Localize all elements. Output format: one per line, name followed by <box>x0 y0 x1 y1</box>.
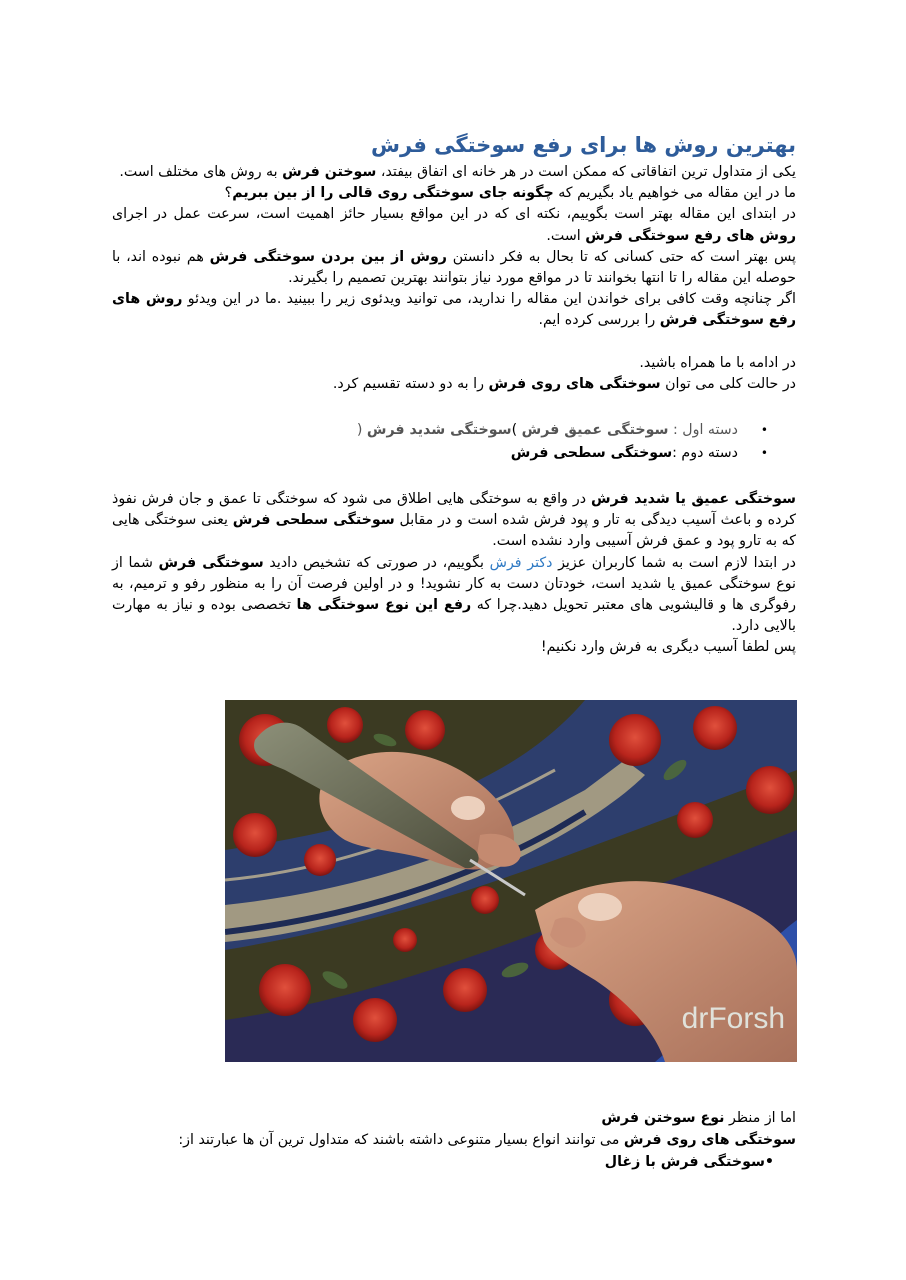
text: بگوییم، در صورتی که تشخیص دادید <box>263 554 490 571</box>
follow-paragraph-1: در ادامه با ما همراه باشید. <box>639 354 796 371</box>
text: را به دو دسته تقسیم کرد. <box>332 375 489 392</box>
text: ؟ <box>224 185 233 202</box>
text: اگر چنانچه وقت کافی برای خواندن این مقاله را ندارید، می توانید ویدئوی زیر را ببینید .ما در این ویدئو <box>182 291 797 308</box>
bold-phrase: نوع سوختن فرش <box>601 1110 725 1126</box>
intro-paragraph-4 <box>112 247 796 289</box>
category-item-1 <box>112 419 796 442</box>
article-body <box>112 128 796 659</box>
bold-phrase: روش از بین بردن سوختگی فرش <box>209 248 447 265</box>
text: در ابتدا لازم است به شما کاربران عزیز <box>552 554 796 571</box>
category-list <box>112 419 796 465</box>
deep-paragraph-2 <box>112 553 796 638</box>
types-heading <box>112 1107 796 1129</box>
spacer <box>112 395 796 419</box>
bold-phrase: سوختگی عمیق فرش <box>521 422 669 439</box>
intro-paragraph-5 <box>112 289 796 331</box>
article-title: بهترین روش ها برای رفع سوختگی فرش <box>371 133 796 157</box>
bold-phrase: سوختن فرش <box>282 164 377 180</box>
text: اما از منظر <box>724 1110 796 1126</box>
text: ما در این مقاله می خواهیم یاد بگیریم که <box>553 185 796 202</box>
intro-paragraph-2 <box>112 183 796 204</box>
spacer <box>112 332 796 353</box>
bullet-icon: • <box>760 446 768 461</box>
category-item-2 <box>112 442 796 465</box>
carpet-repair-illustration <box>225 700 797 1062</box>
bold-phrase: سوختگی های روی فرش <box>623 1132 796 1148</box>
bullet-icon: • <box>764 1154 774 1170</box>
spacer <box>112 465 796 489</box>
category-label: دسته دوم : <box>672 445 738 462</box>
follow-paragraph-2 <box>112 374 796 395</box>
bold-phrase: سوختگی فرش <box>158 554 264 571</box>
category-label: دسته اول : <box>668 422 738 439</box>
dr-forsh-link[interactable]: دکتر فرش <box>489 554 553 571</box>
bold-phrase: روش های رفع سوختگی فرش <box>112 291 796 329</box>
text: است. <box>546 227 586 244</box>
bullet-icon: • <box>760 423 768 438</box>
text: به روش های مختلف است. <box>119 164 283 180</box>
text: ) <box>511 422 522 439</box>
carpet-repair-photo <box>225 700 797 1062</box>
bold-phrase: سوختگی های روی فرش <box>488 375 661 392</box>
text: هم نبوده اند، با حوصله این مقاله را تا انتها بخوانند تا در مواقع مورد نیاز بتوانند بهترین تصمیم را بگیرند. <box>112 248 796 287</box>
bold-phrase: سوختگی عمیق یا شدید فرش <box>591 491 796 508</box>
types-intro <box>112 1129 796 1151</box>
text: در واقع به سوختگی هایی اطلاق می شود که سوختگی تا عمق و جان فرش نفوذ کرده و باعث آسیب دیدگی به تار و پود فرش شده است و در مقابل <box>112 491 797 529</box>
types-item-1 <box>112 1151 796 1173</box>
bold-phrase: سوختگی سطحی فرش <box>232 512 395 529</box>
bold-phrase: سوختگی سطحی فرش <box>510 445 673 462</box>
bold-phrase: سوختگی فرش با زغال <box>604 1154 765 1170</box>
text: پس بهتر است که حتی کسانی که تا بحال به فکر دانستن <box>446 248 796 265</box>
bold-phrase: چگونه جای سوختگی روی قالی را از بین ببریم <box>232 185 554 202</box>
types-section <box>112 1107 796 1173</box>
intro-paragraph-1 <box>112 162 796 183</box>
bold-phrase: سوختگی شدید فرش <box>366 422 512 439</box>
text: را بررسی کرده ایم. <box>538 312 660 329</box>
text: می توانند انواع بسیار متنوعی داشته باشند که متداول ترین آن ها عبارتند از: <box>178 1132 624 1148</box>
text: در ابتدای این مقاله بهتر است بگوییم، نکته ای که در این مواقع بسیار حائز اهمیت است، سرعت عمل در اجرای <box>112 206 796 223</box>
text: شما از نوع سوختگی عمیق یا شدید است، خودتان دست به کار نشوید! و در اولین فرصت آن را به منظور رفو و ترمیم، به رفوگری ها و قالیشویی های معتبر تحویل دهید.چرا که <box>112 554 796 614</box>
text: در حالت کلی می توان <box>660 375 796 392</box>
text: یعنی سوختگی هایی که به تارو پود و عمق فرش آسیبی وارد نشده است. <box>112 512 796 550</box>
watermark-logo: drForsh <box>681 1002 785 1035</box>
text: ( <box>356 422 367 439</box>
bold-phrase: روش های رفع سوختگی فرش <box>585 227 796 244</box>
deep-paragraph-1 <box>112 489 796 553</box>
bold-phrase: رفع این نوع سوختگی ها <box>296 597 472 614</box>
text: تخصصی بوده و نیاز به مهارت بالایی دارد. <box>112 597 796 635</box>
text: یکی از متداول ترین اتفاقاتی که ممکن است در هر خانه ای اتفاق بیفتد، <box>376 164 796 180</box>
deep-paragraph-3: پس لطفا آسیب دیگری به فرش وارد نکنیم! <box>540 639 796 656</box>
intro-paragraph-3 <box>112 204 796 246</box>
